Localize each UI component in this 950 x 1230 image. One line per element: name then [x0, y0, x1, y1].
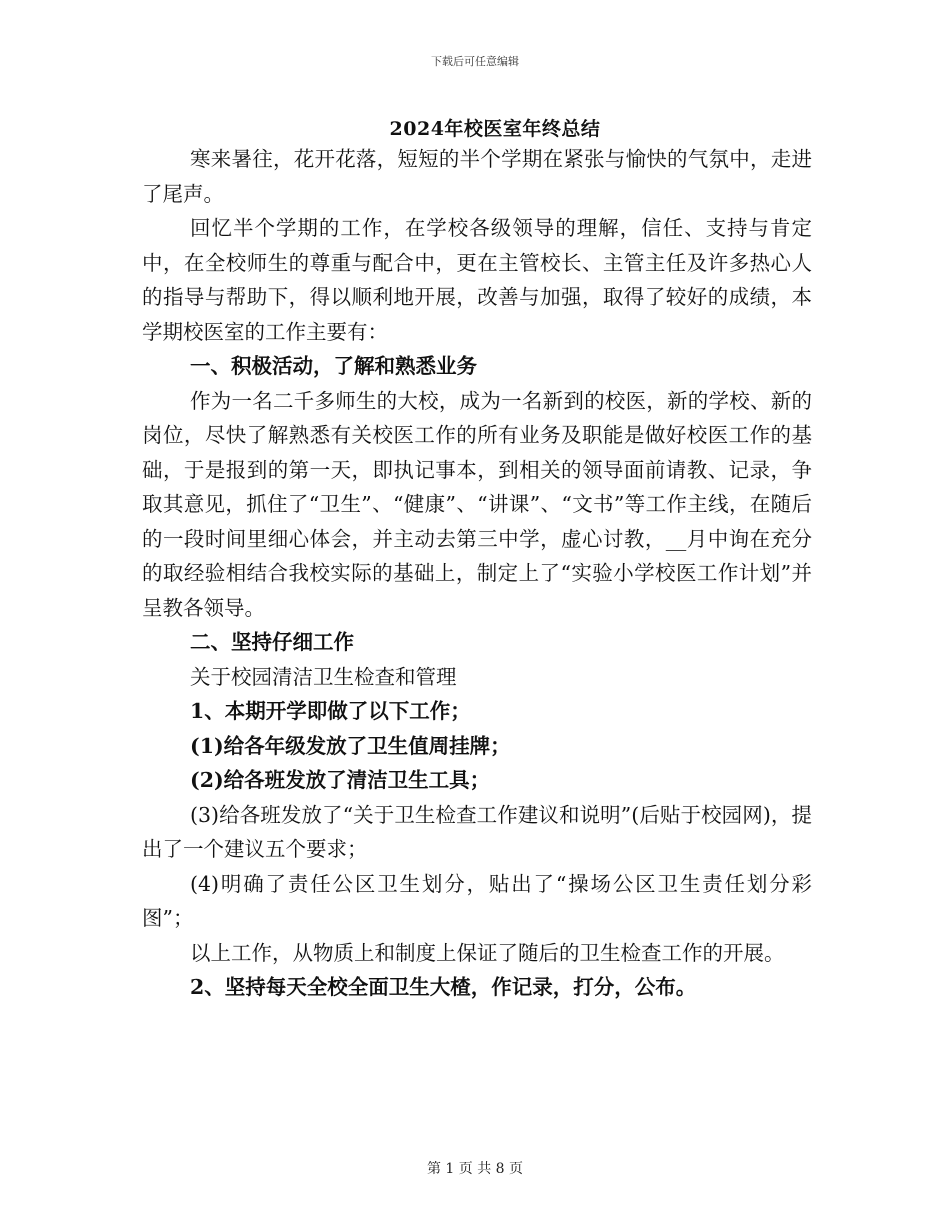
paragraph-review: 回忆半个学期的工作，在学校各级领导的理解，信任、支持与肯定中，在全校师生的尊重与配合中，更在主管校长、主管主任及许多热心人的指导与帮助下，得以顺利地开展，改善与加强，取得了较好的成绩，本学期校医室的工作主要有：: [142, 216, 812, 344]
list-heading-2: 2、坚持每天全校全面卫生大楂，作记录，打分，公布。: [190, 975, 697, 999]
document-title: 2024年校医室年终总结: [389, 118, 601, 140]
list-item-1: (1)给各年级发放了卫生值周挂牌；: [190, 733, 511, 758]
section-heading-1: 一、积极活动，了解和熟悉业务: [190, 354, 477, 378]
document-body: [142, 142, 812, 1005]
paragraph-intro: 寒来暑往，花开花落，短短的半个学期在紧张与愉快的气氛中，走进了尾声。: [142, 147, 812, 206]
section-heading-2: 二、坚持仔细工作: [190, 630, 354, 654]
page-number: 第 1 页 共 8 页: [426, 1161, 524, 1177]
list-item-4: (4)明确了责任公区卫生划分，贴出了“操场公区卫生责任划分彩图”；: [142, 871, 812, 930]
paragraph-summary: 以上工作，从物质上和制度上保证了随后的卫生检查工作的开展。: [190, 940, 785, 965]
paragraph-subtopic: 关于校园清洁卫生检查和管理: [190, 664, 457, 689]
list-item-3: (3)给各班发放了“关于卫生检查工作建议和说明”(后贴于校园网)，提出了一个建议五个要求；: [142, 802, 812, 861]
list-heading-1: 1、本期开学即做了以下工作；: [190, 699, 471, 723]
list-item-2: (2)给各班发放了清洁卫生工具；: [190, 768, 491, 792]
paragraph-section-1: 作为一名二千多师生的大校，成为一名新到的校医，新的学校、新的岗位，尽快了解熟悉有关校医工作的所有业务及职能是做好校医工作的基础，于是报到的第一天，即执记事本，到相关的领导面前请教、记录，争取其意见，抓住了“卫生”、“健康”、“讲课”、“文书”等工作主线，在随后的一段时间里细心体会，并主动去第三中学，虚心讨教，__月中询在充分的取经验相结合我校实际的基础上，制定上了“实验小学校医工作计划”并呈教各领导。: [142, 388, 812, 620]
page-header-note: 下载后可任意编辑: [431, 55, 519, 68]
